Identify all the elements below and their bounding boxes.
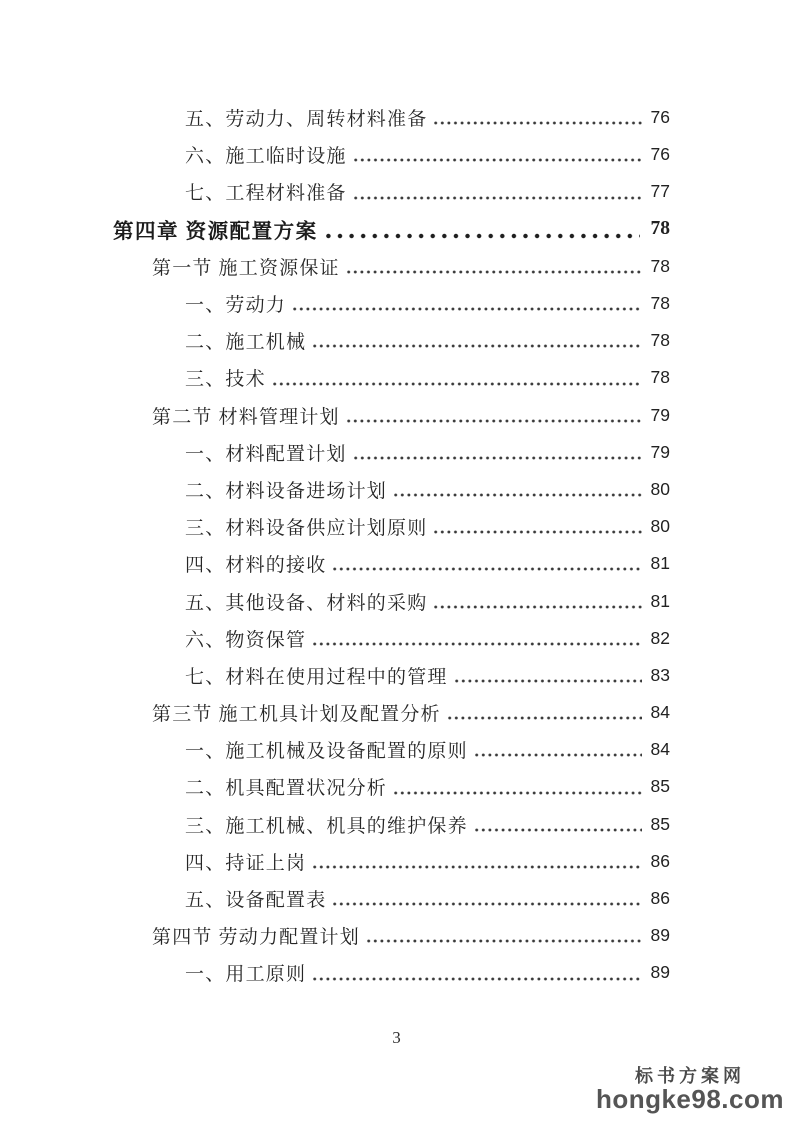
toc-entry-page: 78 <box>650 330 670 351</box>
toc-entry-label: 第四节 劳动力配置计划 <box>152 927 360 949</box>
toc-entry-page: 77 <box>650 181 670 202</box>
toc-entry-label: 第二节 材料管理计划 <box>152 406 340 428</box>
toc-entry[interactable] <box>113 731 670 768</box>
toc-entry[interactable] <box>113 545 670 582</box>
toc-entry-page: 84 <box>650 702 670 723</box>
toc-entry-page: 84 <box>650 739 670 760</box>
dot-leader <box>475 750 642 760</box>
toc-entry-section[interactable] <box>113 397 670 434</box>
dot-leader <box>293 304 642 314</box>
dot-leader <box>313 639 642 649</box>
page-number: 3 <box>392 1028 401 1047</box>
toc-entry-label: 第三节 施工机具计划及配置分析 <box>152 704 441 726</box>
dot-leader <box>354 155 642 165</box>
toc-entry[interactable] <box>113 508 670 545</box>
toc-entry[interactable] <box>113 620 670 657</box>
toc-entry-label: 四、持证上岗 <box>185 852 307 874</box>
toc-entry-label: 三、材料设备供应计划原则 <box>185 518 428 540</box>
toc-entry-label: 六、施工临时设施 <box>185 146 347 168</box>
watermark <box>596 1067 784 1113</box>
dot-leader <box>326 231 640 241</box>
dot-leader <box>313 341 642 351</box>
toc-entry-label: 二、施工机械 <box>185 332 307 354</box>
dot-leader <box>434 118 642 128</box>
dot-leader <box>394 490 642 500</box>
dot-leader <box>347 267 642 277</box>
toc-entry-page: 78 <box>650 218 670 240</box>
toc-entry-page: 78 <box>650 367 670 388</box>
toc-entry-label: 三、施工机械、机具的维护保养 <box>185 815 468 837</box>
toc-entry-label: 二、材料设备进场计划 <box>185 480 388 502</box>
dot-leader <box>475 825 642 835</box>
toc-entry-chapter[interactable] <box>113 211 670 248</box>
toc-entry-label: 六、物资保管 <box>185 629 307 651</box>
dot-leader <box>313 974 642 984</box>
toc-entry-page: 86 <box>650 850 670 871</box>
toc-entry-page: 86 <box>650 888 670 909</box>
toc-entry[interactable] <box>113 843 670 880</box>
watermark-site-url: hongke98.com <box>595 1083 784 1114</box>
toc-entry[interactable] <box>113 136 670 173</box>
toc-entry[interactable] <box>113 359 670 396</box>
toc-entry-page: 81 <box>650 553 670 574</box>
toc-entry[interactable] <box>113 99 670 136</box>
dot-leader <box>354 193 642 203</box>
toc-entry-label: 二、机具配置状况分析 <box>185 778 388 800</box>
toc-entry-label: 三、技术 <box>185 369 266 391</box>
toc-entry-page: 80 <box>650 478 670 499</box>
dot-leader <box>354 453 642 463</box>
dot-leader <box>273 379 642 389</box>
toc-entry-label: 一、材料配置计划 <box>185 443 347 465</box>
toc-entry-section[interactable] <box>113 694 670 731</box>
watermark-site-name: 标书方案网 <box>634 1065 745 1086</box>
toc-entry-label: 第一节 施工资源保证 <box>152 257 340 279</box>
toc-entry-page: 78 <box>650 293 670 314</box>
toc-entry-label: 五、其他设备、材料的采购 <box>185 592 428 614</box>
toc-entry-label: 四、材料的接收 <box>185 555 327 577</box>
toc-entry[interactable] <box>113 582 670 619</box>
toc-entry-page: 82 <box>650 627 670 648</box>
toc-entry-section[interactable] <box>113 248 670 285</box>
toc-entry-page: 80 <box>650 516 670 537</box>
toc-entry-page: 83 <box>650 664 670 685</box>
toc-entry-label: 一、劳动力 <box>185 295 287 317</box>
toc-entry[interactable] <box>113 954 670 991</box>
dot-leader <box>333 899 642 909</box>
table-of-contents <box>113 99 670 992</box>
toc-entry-label: 五、劳动力、周转材料准备 <box>185 109 428 131</box>
toc-entry-page: 79 <box>650 441 670 462</box>
toc-entry-page: 89 <box>650 925 670 946</box>
dot-leader <box>434 602 642 612</box>
toc-entry[interactable] <box>113 434 670 471</box>
dot-leader <box>394 788 642 798</box>
toc-entry-page: 85 <box>650 813 670 834</box>
toc-entry-label: 七、材料在使用过程中的管理 <box>185 666 448 688</box>
toc-entry-page: 81 <box>650 590 670 611</box>
dot-leader <box>434 527 642 537</box>
toc-entry[interactable] <box>113 471 670 508</box>
dot-leader <box>347 416 642 426</box>
toc-entry[interactable] <box>113 322 670 359</box>
toc-entry[interactable] <box>113 173 670 210</box>
toc-entry[interactable] <box>113 768 670 805</box>
toc-entry[interactable] <box>113 285 670 322</box>
toc-entry-label: 一、用工原则 <box>185 964 307 986</box>
toc-entry[interactable] <box>113 657 670 694</box>
page-footer <box>0 1028 793 1048</box>
toc-entry-page: 89 <box>650 962 670 983</box>
toc-entry-page: 76 <box>650 144 670 165</box>
toc-entry-label: 第四章 资源配置方案 <box>113 221 318 244</box>
toc-entry-page: 85 <box>650 776 670 797</box>
toc-entry-section[interactable] <box>113 917 670 954</box>
toc-entry-label: 五、设备配置表 <box>185 890 327 912</box>
dot-leader <box>448 713 642 723</box>
dot-leader <box>367 936 642 946</box>
toc-entry[interactable] <box>113 806 670 843</box>
toc-entry-page: 76 <box>650 107 670 128</box>
toc-entry-label: 一、施工机械及设备配置的原则 <box>185 741 468 763</box>
toc-entry-page: 79 <box>650 404 670 425</box>
toc-entry-page: 78 <box>650 255 670 276</box>
dot-leader <box>333 564 642 574</box>
toc-entry[interactable] <box>113 880 670 917</box>
dot-leader <box>313 862 642 872</box>
toc-entry-label: 七、工程材料准备 <box>185 183 347 205</box>
dot-leader <box>455 676 642 686</box>
